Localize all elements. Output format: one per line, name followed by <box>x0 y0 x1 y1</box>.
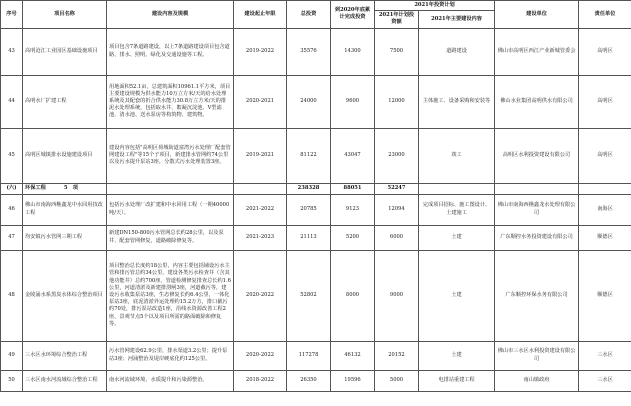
header-total: 总投资 <box>287 1 331 29</box>
row-unit: 广东顺控水务投资建设有限公司 <box>495 225 579 250</box>
row-unit: 南山镇政府 <box>495 370 579 391</box>
row-area: 三水区 <box>579 341 631 370</box>
header-plan-invest: 2021年计划投资额 <box>375 11 419 28</box>
section-row <box>1 183 631 194</box>
row-no: 44 <box>1 75 23 128</box>
section-no: (六) <box>1 183 23 194</box>
row-area: 顺德区 <box>579 250 631 341</box>
row-no: 50 <box>1 370 23 391</box>
row-name: 高明沧江工业园区基础设施项目 <box>23 28 107 75</box>
row-period: 2019-2021 <box>234 128 287 183</box>
row-name: 高明水厂扩建工程 <box>23 75 107 128</box>
row-plan-invest: 9000 <box>375 250 419 341</box>
section-count: 5 <box>63 185 68 191</box>
row-content: 南水河流域环境、水质提升和污染源整治。 <box>107 370 234 391</box>
header-plan2021: 2021年投资计划 <box>375 1 495 11</box>
row-total: 52802 <box>287 250 331 341</box>
row-plan-invest: 6000 <box>375 225 419 250</box>
section-total: 238328 <box>287 183 331 194</box>
section-empty-plan-content <box>419 183 495 194</box>
row-plan-content: 土建 <box>419 341 495 370</box>
header-no: 序号 <box>1 1 23 29</box>
row-no: 49 <box>1 341 23 370</box>
table-row <box>1 370 631 391</box>
row-cum2020: 5200 <box>331 225 375 250</box>
row-total: 21113 <box>287 225 331 250</box>
section-plan-invest: 52247 <box>375 183 419 194</box>
row-content: 项目整治总长度约18公里，内容主要包括铺设污水主管和排污管总约34公里，建设各类污水检查井（含其他功能井）总约700座，管道检测修复排查总长约1.6公里，河道清淤及新建排涝闸3座，河道截污等，建设污水收集泵站3座，生态修复长约6.4公里，一体化泵站3座，底泥清淤外运处理约15.2万方，排口截污约70处，排污泵站改造1座，沿线水资源改善工程2座，景观节点5个以及项目所需的路面破除和修复等。 <box>107 250 234 341</box>
header-name: 项目名称 <box>23 1 107 29</box>
row-content: 包括污水处理厂改扩建和中水回用工程（一期40000吨/天）。 <box>107 194 234 225</box>
header-content: 建设内容及规模 <box>107 1 234 29</box>
table-row <box>1 75 631 128</box>
row-unit: 广东顺控环保水务有限公司 <box>495 250 579 341</box>
table-row <box>1 128 631 183</box>
row-content: 建设内容包括"高明区荷城街道富湾污水处理厂配套管网建设工程"等15个子项目，新建排水管网约74公里以及污水提升泵站3座，分散式污水处理装置3座。 <box>107 128 234 183</box>
row-name: 佛山市南海西樵鑫龙中水回用技改工程 <box>23 194 107 225</box>
row-plan-invest: 12094 <box>375 194 419 225</box>
row-cum2020: 46132 <box>331 341 375 370</box>
row-area: 顺德区 <box>579 225 631 250</box>
row-no: 48 <box>1 250 23 341</box>
row-period: 2019-2022 <box>234 28 287 75</box>
row-plan-content: 道路建设 <box>419 28 495 75</box>
row-name: 三水区水环境综合整治工程 <box>23 341 107 370</box>
row-area: 高明区 <box>579 128 631 183</box>
section-cum2020: 88051 <box>331 183 375 194</box>
row-cum2020: 9600 <box>331 75 375 128</box>
section-empty-unit <box>495 183 579 194</box>
row-plan-invest: 12000 <box>375 75 419 128</box>
row-name: 金陵涌水系黑臭水体综合整治项目 <box>23 250 107 341</box>
section-empty-area <box>579 183 631 194</box>
row-period: 2020-2022 <box>234 341 287 370</box>
table-row <box>1 341 631 370</box>
row-name: 均安镇污水管网三期工程 <box>23 225 107 250</box>
section-body <box>1 183 631 194</box>
row-plan-content: 主体施工、设备采购和安装等 <box>419 75 495 128</box>
section-name: 环保工程 <box>25 185 46 191</box>
row-content: 项目包含7条道路建设，以上7条道路建设项目包含道路、排水、照明、绿化及交通设施等工程。 <box>107 28 234 75</box>
row-total: 24000 <box>287 75 331 128</box>
header-row-1 <box>1 1 631 11</box>
row-no: 47 <box>1 225 23 250</box>
row-period: 2021-2023 <box>234 225 287 250</box>
section-empty-period <box>234 183 287 194</box>
table-row <box>1 225 631 250</box>
row-area: 高明区 <box>579 28 631 75</box>
row-total: 35576 <box>287 28 331 75</box>
row-unit: 佛山市南海西樵鑫龙水处理有限公司 <box>495 194 579 225</box>
row-name: 三水区南水河流域综合整治工程 <box>23 370 107 391</box>
table-row <box>1 194 631 225</box>
row-cum2020: 9123 <box>331 194 375 225</box>
header-plan-content: 2021年主要建设内容 <box>419 11 495 28</box>
row-plan-content: 完成项目招标、施工图设计、土建施工 <box>419 194 495 225</box>
table-body-before <box>1 28 631 183</box>
row-plan-invest: 23000 <box>375 128 419 183</box>
row-plan-invest: 5000 <box>375 370 419 391</box>
row-area: 南海区 <box>579 194 631 225</box>
row-no: 45 <box>1 128 23 183</box>
section-empty-content <box>107 183 234 194</box>
row-unit: 佛山市高明区西江产业新城管委会 <box>495 28 579 75</box>
row-unit: 佛山市三水区水利投资建设有限公司 <box>495 341 579 370</box>
row-no: 43 <box>1 28 23 75</box>
row-total: 20785 <box>287 194 331 225</box>
row-cum2020: 43047 <box>331 128 375 183</box>
row-unit: 佛山水业集团高明供水有限公司 <box>495 75 579 128</box>
header-unit: 建设单位 <box>495 1 579 29</box>
row-cum2020: 14300 <box>331 28 375 75</box>
row-area: 三水区 <box>579 370 631 391</box>
row-total: 81122 <box>287 128 331 183</box>
row-plan-content: 电排站重建工程 <box>419 370 495 391</box>
row-total: 117278 <box>287 341 331 370</box>
row-content: 用地面积52.1亩，总建筑面积10961.1平方米，项目主要建设规模为供水能力10万立方米/天的给水处理系统及其配套的折合供水能力30.8万立方米/天的排泥水处理系统，包括取水井、絮凝沉淀池、V型滤池、清水池、送水泵房等构筑物、建筑物。 <box>107 75 234 128</box>
header-cum2020: 到2020年底累计完成投资 <box>331 1 375 29</box>
table-row <box>1 28 631 75</box>
row-content: 污水管网建设62.9公里，排水渠道3.2公里；提升泵站3座；河涌整治及堤岸硬底化约125公里。 <box>107 341 234 370</box>
row-plan-invest: 7500 <box>375 28 419 75</box>
row-period: 2020-2021 <box>234 75 287 128</box>
row-content: 新建DN150-800污水管网总长约28公里，以及泵井、配套管网修复，道路破除修复等。 <box>107 225 234 250</box>
section-name-cell <box>23 183 107 194</box>
row-plan-invest: 20152 <box>375 341 419 370</box>
row-cum2020: 8000 <box>331 250 375 341</box>
row-area: 高明区 <box>579 75 631 128</box>
section-count-unit: 项 <box>72 185 78 191</box>
row-unit: 高明区水利投资建设有限公司 <box>495 128 579 183</box>
row-period: 2018-2022 <box>234 370 287 391</box>
header-area: 责任单位 <box>579 1 631 29</box>
table-body-after <box>1 194 631 391</box>
row-plan-content: 土建 <box>419 225 495 250</box>
row-period: 2021-2022 <box>234 194 287 225</box>
row-plan-content: 竣工 <box>419 128 495 183</box>
row-name: 高明区城镇排水设施建设项目 <box>23 128 107 183</box>
row-no: 46 <box>1 194 23 225</box>
header-period: 建设起止年限 <box>234 1 287 29</box>
table-row <box>1 250 631 341</box>
row-cum2020: 19596 <box>331 370 375 391</box>
row-total: 26350 <box>287 370 331 391</box>
row-period: 2020-2022 <box>234 250 287 341</box>
row-plan-content: 土建 <box>419 250 495 341</box>
